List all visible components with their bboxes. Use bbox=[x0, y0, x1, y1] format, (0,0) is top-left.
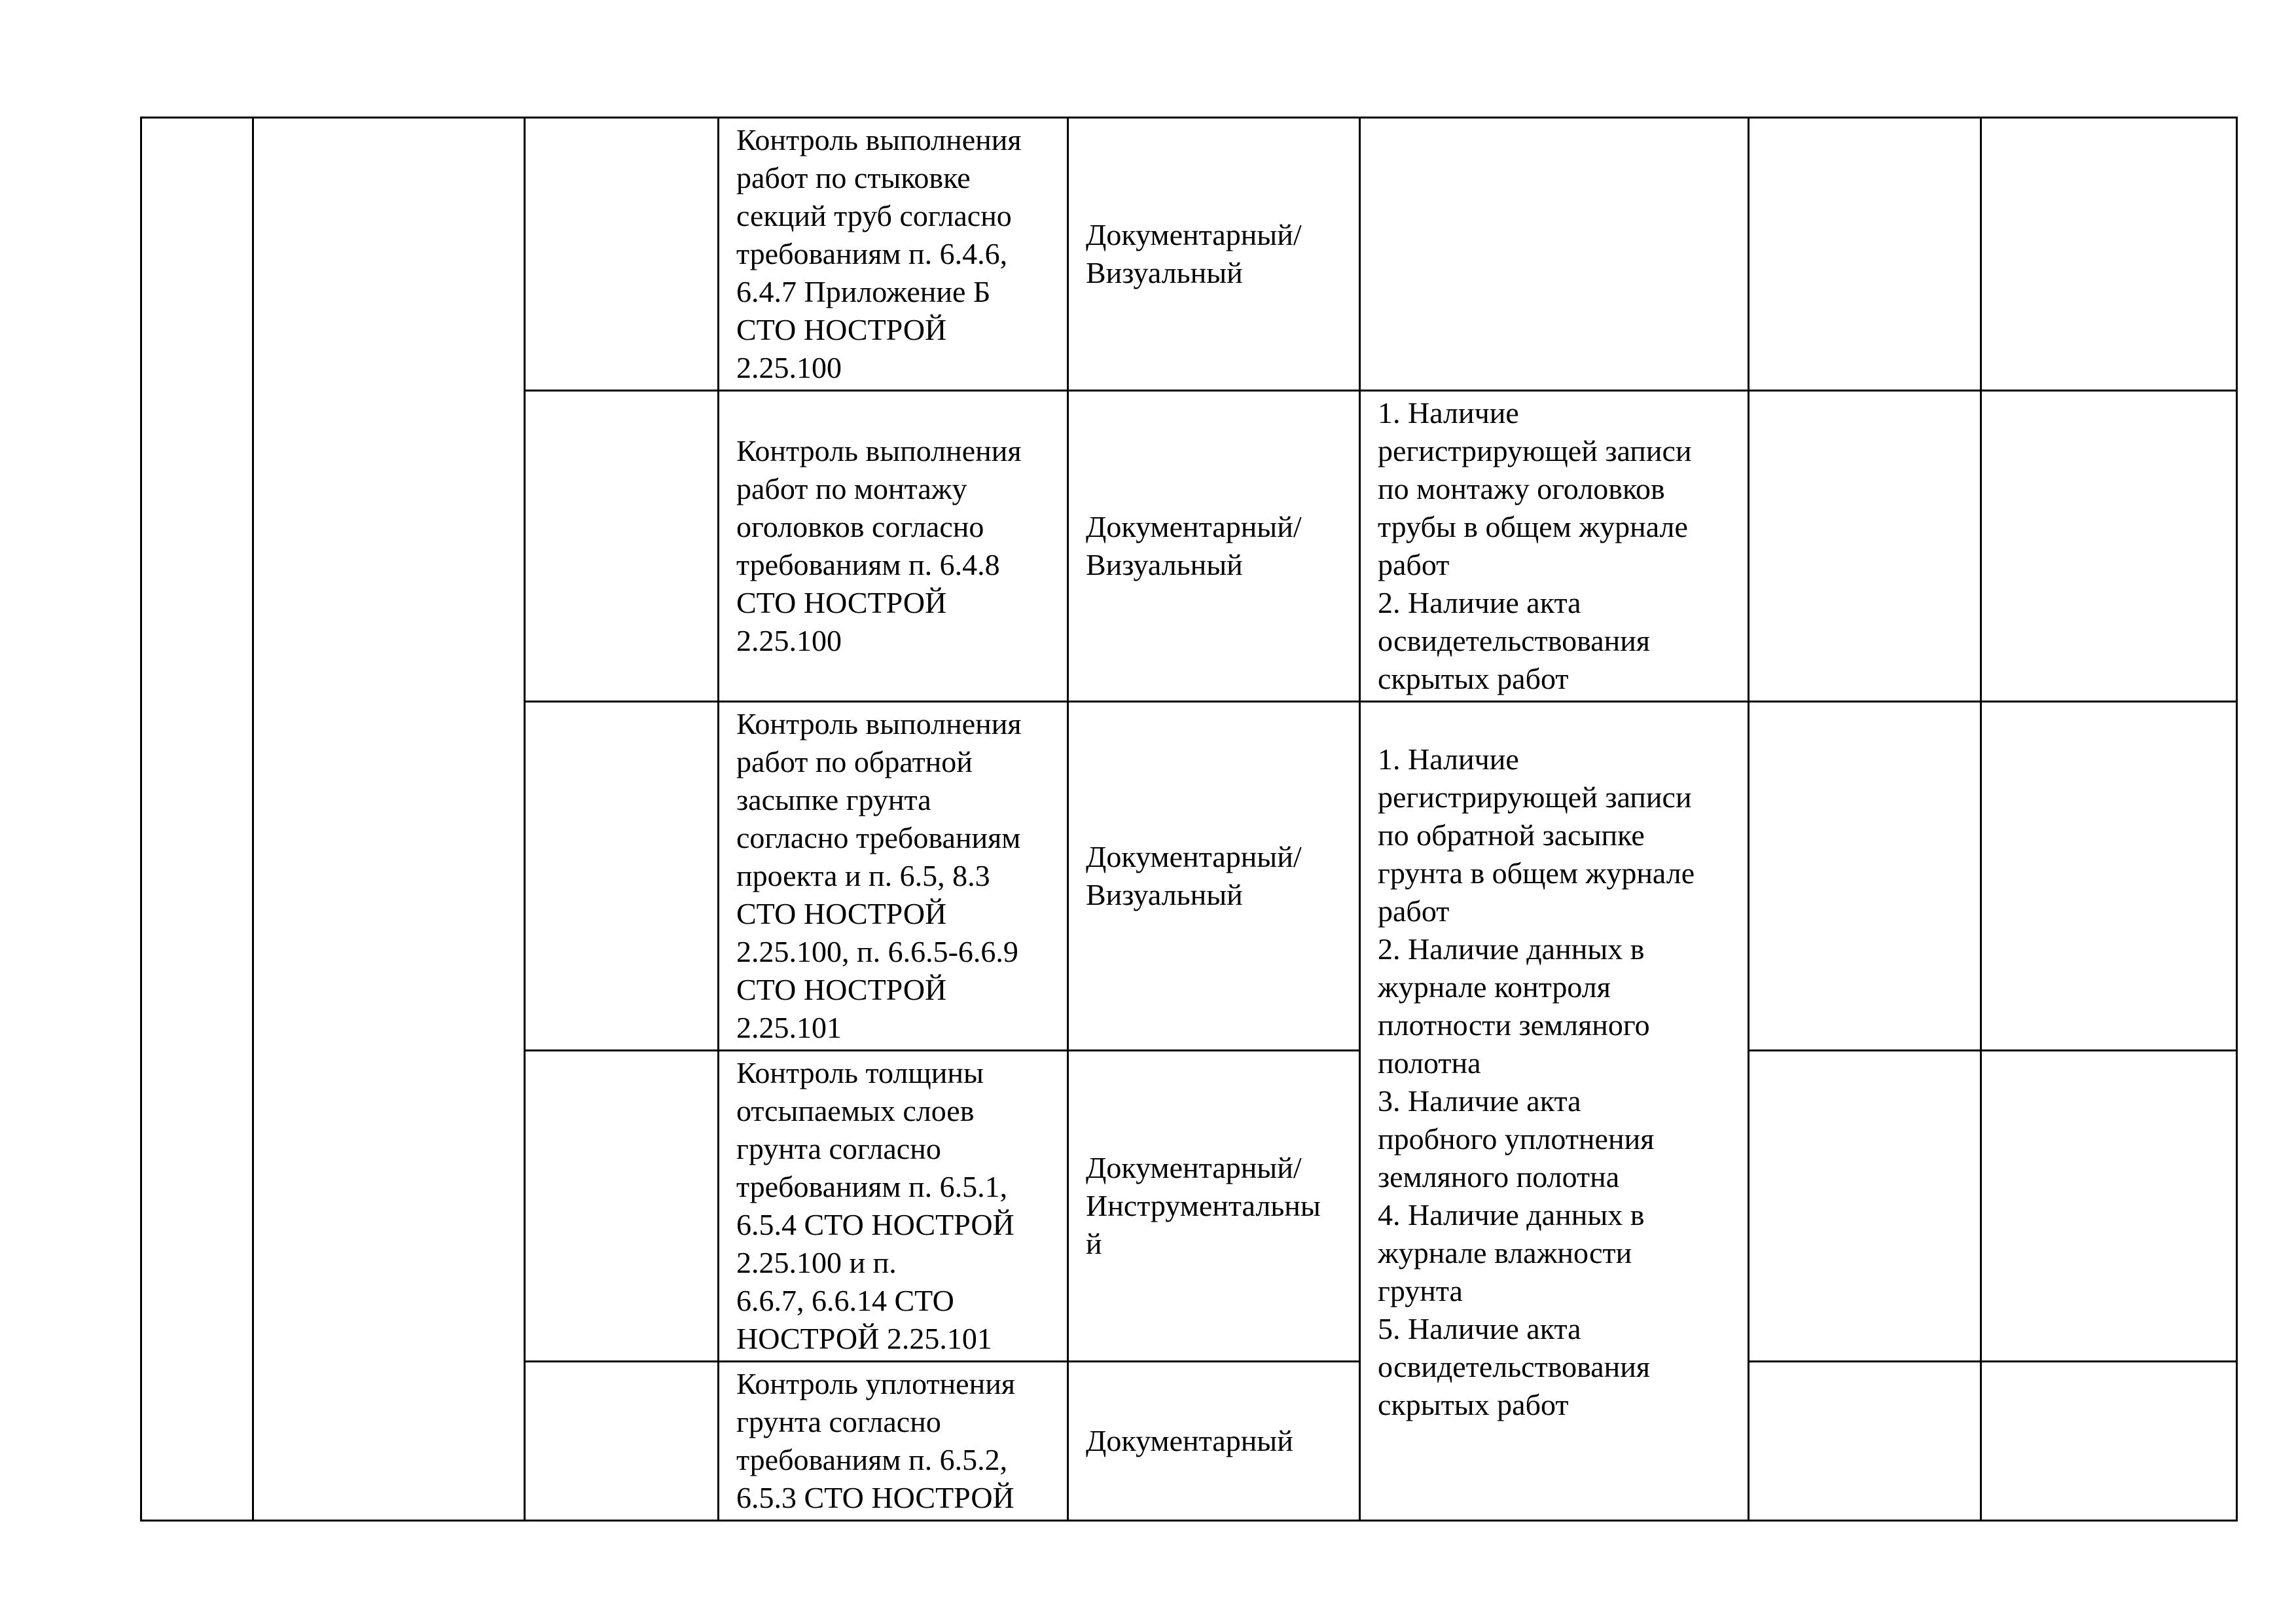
table-cell-col2 bbox=[253, 118, 525, 1521]
table-cell-col7 bbox=[1749, 1362, 1981, 1521]
control-method-text: Документарный/ Инструментальны й bbox=[1086, 1151, 1321, 1260]
control-table-container bbox=[140, 117, 2238, 1522]
table-cell-col3 bbox=[525, 391, 719, 702]
control-item-text: Контроль выполнения работ по стыковке секций труб согласно требованиям п. 6.4.6, 6.4.7 Приложение Б СТО НОСТРОЙ 2.25.100 bbox=[736, 123, 1022, 384]
table-cell-col7 bbox=[1749, 1051, 1981, 1362]
table-cell-col7 bbox=[1749, 118, 1981, 391]
table-cell-col1 bbox=[141, 118, 253, 1521]
control-method-cell bbox=[1068, 118, 1360, 391]
control-item-text: Контроль выполнения работ по монтажу оголовков согласно требованиям п. 6.4.8 СТО НОСТРОЙ 2.25.100 bbox=[736, 434, 1022, 657]
control-item-text: Контроль уплотнения грунта согласно требованиям п. 6.5.2, 6.5.3 СТО НОСТРОЙ bbox=[736, 1367, 1015, 1514]
evidence-cell bbox=[1360, 391, 1749, 702]
control-method-text: Документарный bbox=[1086, 1424, 1293, 1457]
table-cell-col3 bbox=[525, 702, 719, 1051]
control-item-cell bbox=[719, 118, 1068, 391]
evidence-text: 1. Наличие регистрирующей записи по обратной засыпке грунта в общем журнале работ 2. Наличие данных в журнале контроля плотности земляного полотна 3. Наличие акта пробного уплотнения земляного полотна 4. Наличие данных в журнале влажности грунта 5. Наличие акта освидетельствования скрытых работ bbox=[1378, 742, 1695, 1421]
table-cell-col3 bbox=[525, 1362, 719, 1521]
control-item-text: Контроль толщины отсыпаемых слоев грунта согласно требованиям п. 6.5.1, 6.5.4 СТО НОСТРОЙ 2.25.100 и п. 6.6.7, 6.6.14 СТО НОСТРОЙ 2.25.101 bbox=[736, 1056, 1014, 1355]
control-method-text: Документарный/ Визуальный bbox=[1086, 840, 1302, 911]
evidence-cell-merged bbox=[1360, 702, 1749, 1521]
control-item-cell bbox=[719, 1051, 1068, 1362]
table-cell-col8 bbox=[1981, 1051, 2237, 1362]
control-item-cell bbox=[719, 702, 1068, 1051]
control-item-cell bbox=[719, 391, 1068, 702]
table-cell-col3 bbox=[525, 118, 719, 391]
evidence-text: 1. Наличие регистрирующей записи по монтажу оголовков трубы в общем журнале работ 2. Наличие акта освидетельствования скрытых работ bbox=[1378, 396, 1692, 695]
control-method-cell bbox=[1068, 702, 1360, 1051]
table-cell-col7 bbox=[1749, 702, 1981, 1051]
table-cell-col8 bbox=[1981, 1362, 2237, 1521]
control-method-text: Документарный/ Визуальный bbox=[1086, 218, 1302, 289]
table-cell-col8 bbox=[1981, 391, 2237, 702]
control-method-text: Документарный/ Визуальный bbox=[1086, 510, 1302, 581]
control-item-cell bbox=[719, 1362, 1068, 1521]
table-cell-col8 bbox=[1981, 118, 2237, 391]
control-method-cell bbox=[1068, 1051, 1360, 1362]
table-cell-col8 bbox=[1981, 702, 2237, 1051]
control-method-cell bbox=[1068, 391, 1360, 702]
control-method-cell bbox=[1068, 1362, 1360, 1521]
table-cell-col3 bbox=[525, 1051, 719, 1362]
control-item-text: Контроль выполнения работ по обратной засыпке грунта согласно требованиям проекта и п. 6.5, 8.3 СТО НОСТРОЙ 2.25.100, п. 6.6.5-6.6.9 СТО НОСТРОЙ 2.25.101 bbox=[736, 707, 1022, 1044]
evidence-cell bbox=[1360, 118, 1749, 391]
table-cell-col7 bbox=[1749, 391, 1981, 702]
table-row bbox=[141, 118, 2237, 391]
control-table bbox=[140, 117, 2238, 1522]
